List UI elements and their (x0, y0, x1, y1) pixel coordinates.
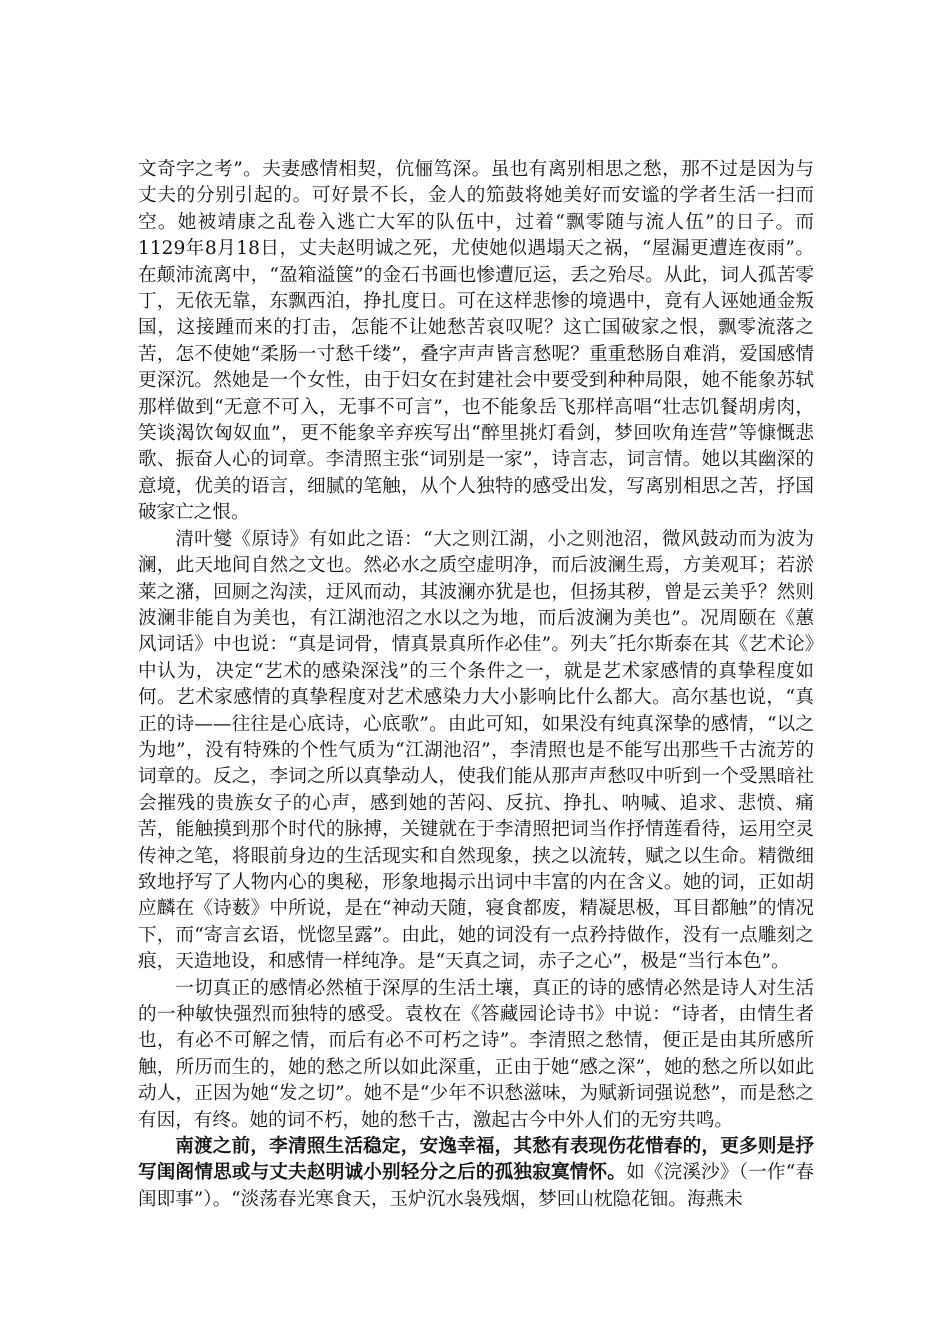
paragraph-3 (138, 976, 814, 1134)
document-page (138, 157, 814, 1213)
paragraph-2 (138, 527, 814, 976)
paragraph-1-text: 文奇字之考”。夫妻感情相契，伉俪笃深。虽也有离别相思之愁，那不过是因为与丈夫的分别引起的。可好景不长，金人的笳鼓将她美好而安谧的学者生活一扫而空。她被靖康之乱卷入逃亡大军的队伍中，过着“飘零随与流人伍”的日子。而1129年8月18日，丈夫赵明诚之死，尤使她似遇塌天之祸，“屋漏更遭连夜雨”。在颠沛流离中，“盈箱溢箧”的金石书画也惨遭厄运，丢之殆尽。从此，词人孤苦零丁，无依无靠，东飘西泊，挣扎度日。可在这样悲惨的境遇中，竟有人诬她通金叛国，这接踵而来的打击，怎能不让她愁苦哀叹呢？这亡国破家之恨，飘零流落之苦，怎不使她“柔肠一寸愁千缕”，叠字声声皆言愁呢？重重愁肠自难消，爱国感情更深沉。然她是一个女性，由于妇女在封建社会中要受到种种局限，她不能象苏轼那样做到“无意不可入，无事不可言”，也不能象岳飞那样高唱“壮志饥餐胡虏肉，笑谈渴饮匈奴血”，更不能象辛弃疾写出“醉里挑灯看剑，梦回吹角连营”等慷慨悲歌、振奋人心的词章。李清照主张“词别是一家”，诗言志，词言情。她以其幽深的意境，优美的语言，细腻的笔触，从个人独特的感受出发，写离别相思之苦，抒国破家亡之恨。 (138, 159, 814, 524)
paragraph-4-bold-text: 南渡之前，李清照生活稳定，安逸幸福，其愁有表现伤花惜春的，更多则是抒写闺阁情思或与丈夫赵明诚小别轻分之后的孤独寂寞情怀。 (138, 1136, 814, 1184)
paragraph-2-text: 清叶燮《原诗》有如此之语：“大之则江湖，小之则池沼，微风鼓动而为波为澜，此天地间自然之文也。然必水之质空虚明净，而后波澜生焉，方美观耳；若淤莱之潴，回厕之沟渎，迂风而动，其波澜亦犹是也，但扬其秽，曾是云美乎？然则波澜非能自为美也，有江湖池沼之水以之为地，而后波澜为美也”。况周颐在《蕙风词话》中也说：“真是词骨，情真景真所作必佳”。列夫˝托尔斯泰在其《艺术论》中认为，决定“艺术的感染深浅”的三个条件之一，就是艺术家感情的真挚程度如何。艺术家感情的真挚程度对艺术感染力大小影响比什么都大。高尔基也说，“真正的诗——往往是心底诗，心底歌”。由此可知，如果没有纯真深挚的感情，“以之为地”，没有特殊的个性气质为“江湖池沼”，李清照也是不能写出那些千古流芳的词章的。反之，李词之所以真挚动人，使我们能从那声声愁叹中听到一个受黑暗社会摧残的贵族女子的心声，感到她的苦闷、反抗、挣扎、呐喊、追求、悲愤、痛苦，能触摸到那个时代的脉搏，关键就在于李清照把词当作抒情莲看待，运用空灵传神之笔，将眼前身边的生活现实和自然现象，挟之以流转，赋之以生命。精微细致地抒写了人物内心的奥秘，形象地揭示出词中丰富的内在含义。她的词，正如胡应麟在《诗薮》中所说，是在“神动天随，寝食都废，精凝思极，耳目都触”的情况下，而“寄言玄语，恍惚呈露”。由此，她的词没有一点矜持做作，没有一点雕刻之痕，天造地设，和感情一样纯净。是“天真之词，赤子之心”，极是“当行本色”。 (138, 528, 814, 973)
paragraph-3-text: 一切真正的感情必然植于深厚的生活土壤，真正的诗的感情必然是诗人对生活的一种敏快强烈而独特的感受。袁枚在《答藏园论诗书》中说：“诗者，由情生者也，有必不可解之情，而后有必不可朽之诗”。李清照之愁情，便正是由其所感所触，所历而生的，她的愁之所以如此深重，正由于她“感之深”，她的愁之所以如此动人，正因为她“发之切”。她不是“少年不识愁滋味，为赋新词强说愁”，而是愁之有因，有终。她的词不朽，她的愁千古，激起古今中外人们的无穷共鸣。 (138, 977, 814, 1131)
paragraph-4 (138, 1134, 814, 1213)
paragraph-4-text: 如《浣溪沙》（一作“春闺即事”）。“淡荡春光寒食天，玉炉沉水袅残烟，梦回山枕隐花钿。海燕未 (138, 1162, 814, 1210)
paragraph-1 (138, 157, 814, 527)
